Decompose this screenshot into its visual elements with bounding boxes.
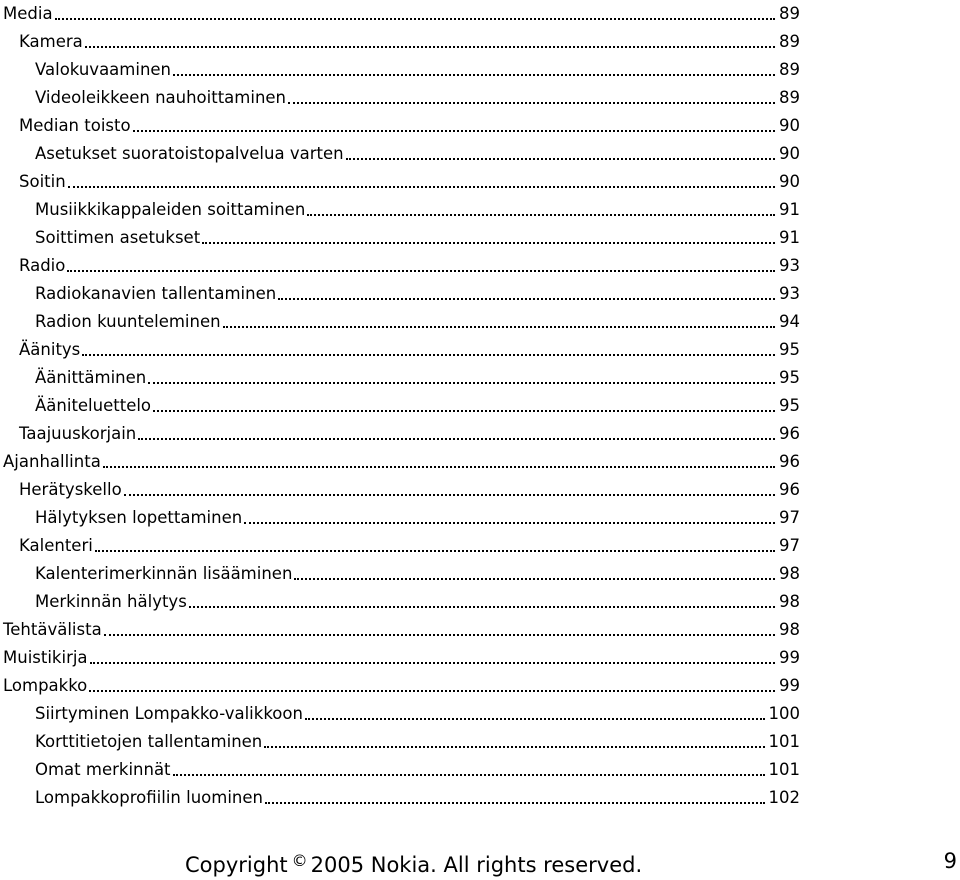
dot-leader <box>223 308 775 336</box>
toc-entry[interactable] <box>0 504 800 532</box>
toc-entry-title: Ajanhallinta <box>3 452 101 471</box>
toc-entry[interactable] <box>0 644 800 672</box>
toc-entry-title: Korttitietojen tallentaminen <box>35 732 263 751</box>
toc-entry-page: 98 <box>779 592 800 611</box>
dot-leader <box>124 476 775 504</box>
toc-entry-page: 95 <box>779 396 800 415</box>
toc-entry-page: 96 <box>779 452 800 471</box>
dot-leader <box>133 112 775 140</box>
dot-leader <box>82 336 775 364</box>
toc-entry-page: 101 <box>768 732 800 751</box>
toc-entry-page: 98 <box>779 620 800 639</box>
toc-entry-page: 99 <box>779 676 800 695</box>
toc-entry-title: Herätyskello <box>19 480 122 499</box>
toc-entry[interactable] <box>0 140 800 168</box>
toc-entry[interactable] <box>0 728 800 756</box>
toc-entry[interactable] <box>0 588 800 616</box>
toc-entry[interactable] <box>0 672 800 700</box>
toc-entry-page: 90 <box>779 116 800 135</box>
toc-entry-page: 91 <box>779 228 800 247</box>
toc-entry[interactable] <box>0 476 800 504</box>
toc-entry[interactable] <box>0 168 800 196</box>
toc-entry-page: 89 <box>779 32 800 51</box>
dot-leader <box>103 448 775 476</box>
page-footer <box>0 846 960 876</box>
toc-entry-title: Lompakkoprofiilin luominen <box>35 788 263 807</box>
toc-entry-title: Siirtyminen Lompakko-valikkoon <box>35 704 303 723</box>
toc-entry-page: 95 <box>779 340 800 359</box>
dot-leader <box>346 140 775 168</box>
dot-leader <box>68 168 775 196</box>
toc-entry-title: Taajuuskorjain <box>19 424 137 443</box>
dot-leader <box>55 0 775 28</box>
dot-leader <box>294 560 775 588</box>
toc-entry-title: Soittimen asetukset <box>35 228 201 247</box>
toc-entry-title: Radiokanavien tallentaminen <box>35 284 277 303</box>
toc-entry-page: 95 <box>779 368 800 387</box>
toc-entry[interactable] <box>0 392 800 420</box>
toc-entry-title: Muistikirja <box>3 648 88 667</box>
toc-entry[interactable] <box>0 0 800 28</box>
toc-entry-title: Media <box>3 4 53 23</box>
toc-entry-title: Kalenteri <box>19 536 93 555</box>
toc-entry-title: Hälytyksen lopettaminen <box>35 508 243 527</box>
toc-entry-page: 89 <box>779 60 800 79</box>
toc-entry[interactable] <box>0 364 800 392</box>
toc-entry-title: Lompakko <box>3 676 88 695</box>
dot-leader <box>85 28 775 56</box>
dot-leader <box>202 224 775 252</box>
toc-entry-title: Kamera <box>19 32 83 51</box>
toc-entry[interactable] <box>0 756 800 784</box>
copyright-text: 2005 Nokia. All rights reserved. <box>310 853 643 877</box>
dot-leader <box>90 644 775 672</box>
toc-entry-page: 100 <box>768 704 800 723</box>
copyright-notice <box>185 846 642 880</box>
toc-entry[interactable] <box>0 84 800 112</box>
dot-leader <box>244 504 775 532</box>
dot-leader <box>89 672 775 700</box>
toc-entry-page: 90 <box>779 144 800 163</box>
dot-leader <box>95 532 775 560</box>
toc-entry[interactable] <box>0 448 800 476</box>
toc-entry-page: 91 <box>779 200 800 219</box>
toc-entry-page: 98 <box>779 564 800 583</box>
toc-entry-page: 94 <box>779 312 800 331</box>
toc-entry-title: Äänittäminen <box>35 368 147 387</box>
toc-entry[interactable] <box>0 784 800 812</box>
dot-leader <box>153 392 775 420</box>
toc-entry-title: Valokuvaaminen <box>35 60 172 79</box>
toc-entry[interactable] <box>0 112 800 140</box>
toc-entry-title: Radio <box>19 256 66 275</box>
toc-entry[interactable] <box>0 700 800 728</box>
toc-entry-page: 97 <box>779 508 800 527</box>
dot-leader <box>278 280 775 308</box>
copyright-prefix: Copyright <box>185 853 288 877</box>
toc-entry-title: Videoleikkeen nauhoittaminen <box>35 88 287 107</box>
toc-entry-title: Median toisto <box>19 116 131 135</box>
toc-entry-page: 93 <box>779 256 800 275</box>
toc-entry-page: 93 <box>779 284 800 303</box>
dot-leader <box>148 364 775 392</box>
dot-leader <box>305 700 765 728</box>
toc-entry-page: 101 <box>768 760 800 779</box>
toc-entry[interactable] <box>0 308 800 336</box>
dot-leader <box>104 616 775 644</box>
toc-entry-page: 102 <box>768 788 800 807</box>
toc-entry-page: 90 <box>779 172 800 191</box>
toc-entry-title: Ääniteluettelo <box>35 396 152 415</box>
toc-entry-page: 96 <box>779 480 800 499</box>
toc-entry-page: 89 <box>779 88 800 107</box>
toc-entry[interactable] <box>0 252 800 280</box>
toc-entry[interactable] <box>0 196 800 224</box>
toc-entry[interactable] <box>0 616 800 644</box>
toc-entry[interactable] <box>0 532 800 560</box>
toc-entry-title: Äänitys <box>19 340 81 359</box>
toc-entry-title: Musiikkikappaleiden soittaminen <box>35 200 306 219</box>
toc-entry-title: Merkinnän hälytys <box>35 592 187 611</box>
toc-entry[interactable] <box>0 560 800 588</box>
dot-leader <box>173 56 775 84</box>
toc-entry[interactable] <box>0 56 800 84</box>
dot-leader <box>173 756 765 784</box>
toc-entry-page: 97 <box>779 536 800 555</box>
toc-entry-page: 96 <box>779 424 800 443</box>
dot-leader <box>265 784 765 812</box>
toc-entry-title: Radion kuunteleminen <box>35 312 221 331</box>
toc-entry-title: Kalenterimerkinnän lisääminen <box>35 564 293 583</box>
dot-leader <box>138 420 775 448</box>
toc-entry-title: Omat merkinnät <box>35 760 171 779</box>
page-number: 9 <box>943 849 957 873</box>
toc-entry[interactable] <box>0 280 800 308</box>
toc-entry[interactable] <box>0 336 800 364</box>
toc-entry-title: Tehtävälista <box>3 620 102 639</box>
toc-entry-page: 89 <box>779 4 800 23</box>
dot-leader <box>67 252 775 280</box>
toc-entry[interactable] <box>0 420 800 448</box>
toc-entry[interactable] <box>0 224 800 252</box>
dot-leader <box>189 588 775 616</box>
toc-entry-title: Soitin <box>19 172 66 191</box>
dot-leader <box>288 84 775 112</box>
toc-entry-title: Asetukset suoratoistopalvelua varten <box>35 144 344 163</box>
dot-leader <box>264 728 764 756</box>
dot-leader <box>307 196 775 224</box>
copyright-icon: © <box>291 851 308 870</box>
toc-entry[interactable] <box>0 28 800 56</box>
toc-entry-page: 99 <box>779 648 800 667</box>
